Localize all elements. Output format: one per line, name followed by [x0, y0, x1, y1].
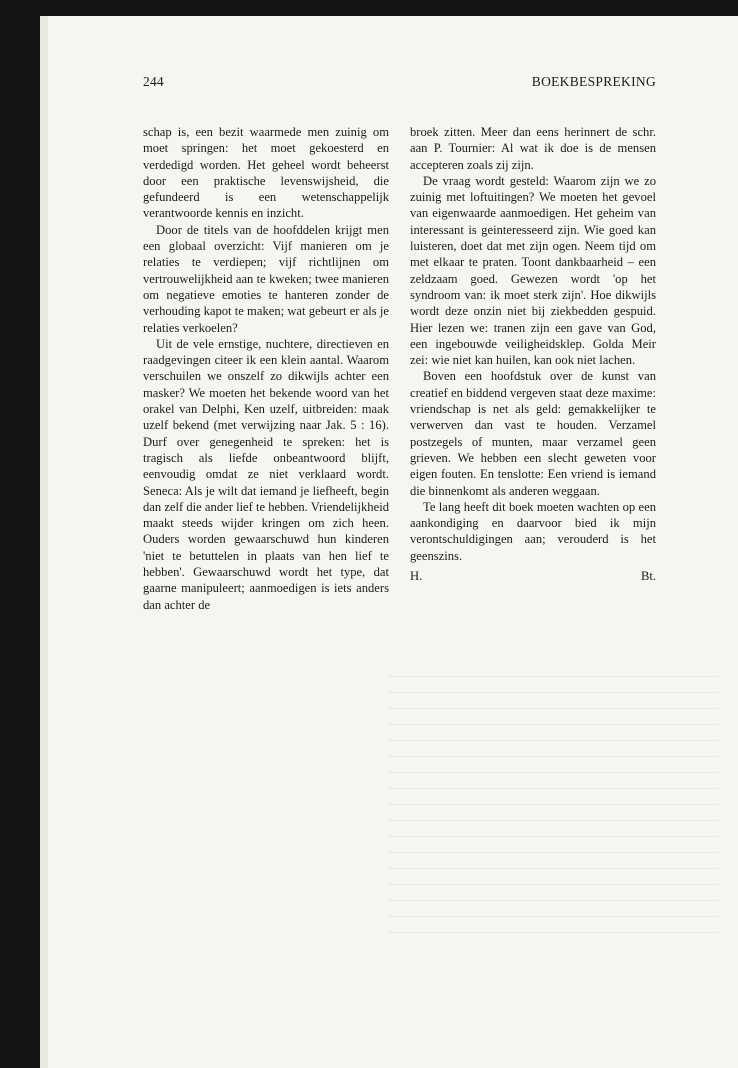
paragraph: Te lang heeft dit boek moeten wachten op een aankondiging en daarvoor bied ik mijn verontschuldigingen aan; verouderd is het geenszins. [410, 499, 656, 563]
paragraph: Boven een hoofdstuk over de kunst van creatief en biddend vergeven staat deze maxime: vriendschap is net als geld: gemakkelijker te verwerven dan vast te houden. Verzamel postzegels of munten, maar verzamel geen grieven. We hebben een slecht geweten voor eigen fouten. En tenslotte: Een vriend is iemand die binnenkomt als anderen weggaan. [410, 369, 656, 498]
paragraph: De vraag wordt gesteld: Waarom zijn we zo zuinig met loftuitingen? We moeten het gevoel van eigenwaarde aanmoedigen. Het geheim van interessant is geinteresseerd zijn. Wie goed kan luisteren, doet dat met zijn ogen. Neem tijd om met elkaar te praten. Toont dankbaarheid – een zeldzaam goed. Gewezen wordt 'op het syndroom van: ik moet sterk zijn'. Hoe dikwijls wordt deze onzin niet bij ziekbedden gespuid. Hier lezen we: tranen zijn een gave van God, een ingebouwde veiligheidsklep. Golda Meir zei: wie niet kan huilen, kan ook niet lachen. [410, 173, 656, 368]
page-number: 244 [143, 74, 164, 89]
paragraph: Uit de vele ernstige, nuchtere, directieven en raadgevingen citeer ik een klein aantal. Waarom verschuilen we onszelf zo dikwijls achter een masker? We moeten het bekende woord van het orakel van Delphi, Ken uzelf, uitbreiden: maak uzelf bekend (met verwijzing naar Jak. 5 : 16). Durf over genegenheid te spreken: het is tragisch als liefde onbeantwoord blijft, eenvoudig omdat ze niet verklaard wordt. Seneca: Als je wilt dat iemand je liefheeft, begin dan zelf die ander lief te hebben. Vriendelijkheid maakt steeds wijder kringen om zich heen. Ouders worden gewaarschuwd hun kinderen 'niet te betuttelen in plaats van hen lief te hebben'. Gewaarschuwd wordt het type, dat gaarne manipuleert; aanmoedigen is iets anders dan achter de [143, 336, 389, 612]
scan-border-left [0, 0, 40, 1068]
show-through-texture [388, 676, 718, 936]
signature-line [410, 568, 656, 584]
running-head: BOEKBESPREKING [531, 74, 656, 89]
paragraph: Door de titels van de hoofddelen krijgt men een globaal overzicht: Vijf manieren om je relaties te verdiepen; vijf richtlijnen om vertrouwelijkheid aan te kweken; twee manieren om negatieve emoties te hanteren zonder de verhouding kapot te maken; wat gebeurt er als je relaties verkoelen? [143, 222, 389, 335]
signature-initial: H. [410, 569, 423, 584]
scan-border-inner [40, 16, 48, 1068]
paragraph: broek zitten. Meer dan eens herinnert de schr. aan P. Tournier: Al wat ik doe is de mensen accepteren zoals zij zijn. [410, 125, 656, 172]
paragraph: schap is, een bezit waarmede men zuinig om moet springen: het moet gekoesterd en verdedigd worden. Het geheel wordt beheerst door een praktische levenswijsheid, die gefundeerd is een wetenschappelijk verantwoorde kennis en inzicht. [143, 125, 389, 221]
left-column [143, 124, 389, 613]
right-column [410, 124, 656, 584]
signature-author: Bt. [640, 569, 656, 584]
scan-border-top [0, 0, 738, 16]
page-header [143, 74, 656, 96]
